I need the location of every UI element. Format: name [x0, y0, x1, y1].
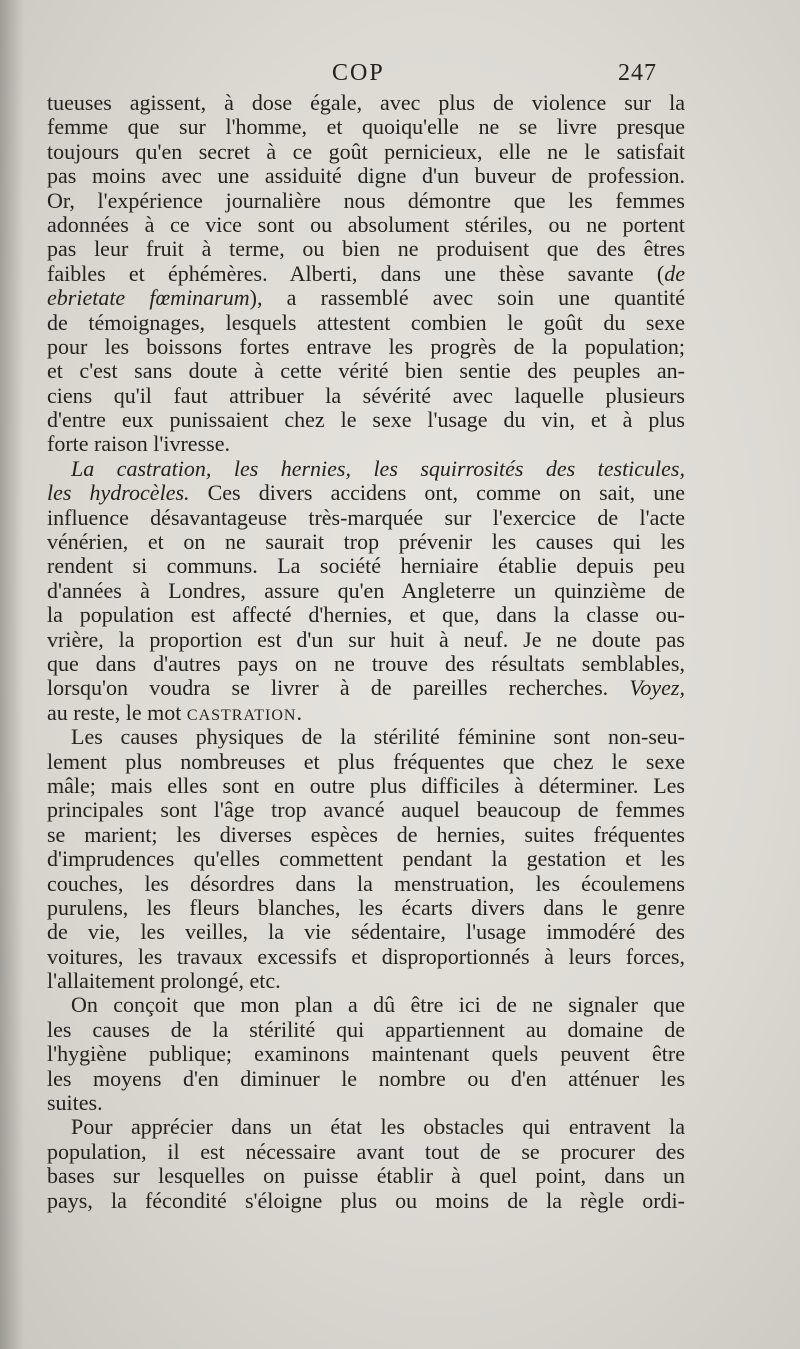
latin-title-run: ebrietate fœminarum: [47, 285, 250, 311]
text-line: l'allaitement prolongé, etc.: [47, 968, 281, 994]
running-head-title: COP: [332, 60, 385, 86]
text-line: [47, 676, 685, 700]
gutter-shadow: [0, 0, 24, 1349]
text-run: ), a rassemblé avec soin une quantité: [249, 285, 685, 311]
text-line: influence désavantageuse très-marquée sur l'exercice de l'acte: [47, 504, 685, 530]
text-line: Pour apprécier dans un état les obstacles qui entravent la: [71, 1114, 685, 1140]
text-line: forte raison l'ivresse.: [47, 431, 230, 457]
text-line: adonnées à ce vice sont ou absolument stériles, ou ne portent: [47, 211, 685, 237]
text-line: d'années à Londres, assure qu'en Angleterre un quinzième de: [47, 577, 685, 603]
text-line: de témoignages, lesquels attestent combien le goût du sexe: [47, 309, 685, 335]
text-line: couches, les désordres dans la menstruation, les écoulemens: [47, 870, 685, 896]
text-line: la population est affecté d'hernies, et que, dans la classe ou-: [47, 602, 685, 628]
text-line: et c'est sans doute à cette vérité bien sentie des peuples an-: [47, 358, 685, 384]
text-line: [47, 262, 685, 286]
text-line: Les causes physiques de la stérilité féminine sont non-seu-: [71, 724, 685, 750]
text-line: lement plus nombreuses et plus fréquentes que chez le sexe: [47, 748, 685, 774]
text-line: les moyens d'en diminuer le nombre ou d'en atténuer les: [47, 1065, 685, 1091]
text-line: [47, 286, 685, 310]
text-line: de vie, les veilles, la vie sédentaire, l'usage immodéré des: [47, 919, 685, 945]
text-run: Ces divers accidens ont, comme on sait, une: [189, 480, 685, 506]
heading-run: les hydrocèles.: [47, 480, 190, 506]
text-line: suites.: [47, 1090, 103, 1116]
text-line: vénérien, et on ne saurait trop prévenir les causes qui les: [47, 529, 685, 555]
page-number: 247: [618, 60, 657, 86]
text-line: [47, 457, 685, 481]
text-line: voitures, les travaux excessifs et disproportionnés à leurs forces,: [47, 943, 685, 969]
text-run: .: [296, 699, 302, 725]
text-run: lorsqu'on voudra se livrer à de pareilles recherches.: [47, 675, 630, 701]
text-line: pour les boissons fortes entrave les progrès de la population;: [47, 333, 685, 359]
cross-reference-run: Voyez,: [629, 675, 685, 701]
heading-run: La castration, les hernies, les squirrosités des testicules,: [71, 455, 685, 481]
text-line: l'hygiène publique; examinons maintenant quels peuvent être: [47, 1041, 685, 1067]
cross-reference-word: CASTRATION: [186, 706, 297, 724]
text-line: On conçoit que mon plan a dû être ici de ne signaler que: [71, 992, 685, 1018]
text-line: pays, la fécondité s'éloigne plus ou moins de la règle ordi-: [47, 1187, 685, 1213]
text-line: vrière, la proportion est d'un sur huit à neuf. Je ne doute pas: [47, 626, 685, 652]
text-line: d'imprudences qu'elles commettent pendant la gestation et les: [47, 846, 685, 872]
text-line: purulens, les fleurs blanches, les écarts divers dans le genre: [47, 894, 685, 920]
body-text: [47, 91, 685, 1213]
text-line: Or, l'expérience journalière nous démontre que les femmes: [47, 187, 685, 213]
text-line: population, il est nécessaire avant tout de se procurer des: [47, 1138, 685, 1164]
text-line: [47, 481, 685, 505]
text-line: femme que sur l'homme, et quoiqu'elle ne se livre presque: [47, 114, 685, 140]
text-line: pas leur fruit à terme, ou bien ne produisent que des êtres: [47, 236, 685, 262]
text-line: que dans d'autres pays on ne trouve des résultats semblables,: [47, 650, 685, 676]
text-run: au reste, le mot: [47, 699, 187, 725]
text-line: principales sont l'âge trop avancé auquel beaucoup de femmes: [47, 797, 685, 823]
text-line: bases sur lesquelles on puisse établir à quel point, dans un: [47, 1163, 685, 1189]
text-line: toujours qu'en secret à ce goût pernicieux, elle ne le satisfait: [47, 138, 685, 164]
text-line: se marient; les diverses espèces de hernies, suites fréquentes: [47, 821, 685, 847]
text-line: d'entre eux punissaient chez le sexe l'usage du vin, et à plus: [47, 407, 685, 433]
text-line: les causes de la stérilité qui appartiennent au domaine de: [47, 1016, 685, 1042]
text-run: faibles et éphémères. Alberti, dans une thèse savante (: [47, 260, 665, 286]
text-line: pas moins avec une assiduité digne d'un buveur de profession.: [47, 163, 685, 189]
text-line: rendent si communs. La société herniaire établie depuis peu: [47, 553, 685, 579]
text-line: [47, 701, 685, 725]
text-line: tueuses agissent, à dose égale, avec plus de violence sur la: [47, 90, 685, 115]
text-line: ciens qu'il faut attribuer la sévérité avec laquelle plusieurs: [47, 382, 685, 408]
latin-title-run: de: [664, 260, 685, 286]
text-line: mâle; mais elles sont en outre plus difficiles à déterminer. Les: [47, 772, 685, 798]
